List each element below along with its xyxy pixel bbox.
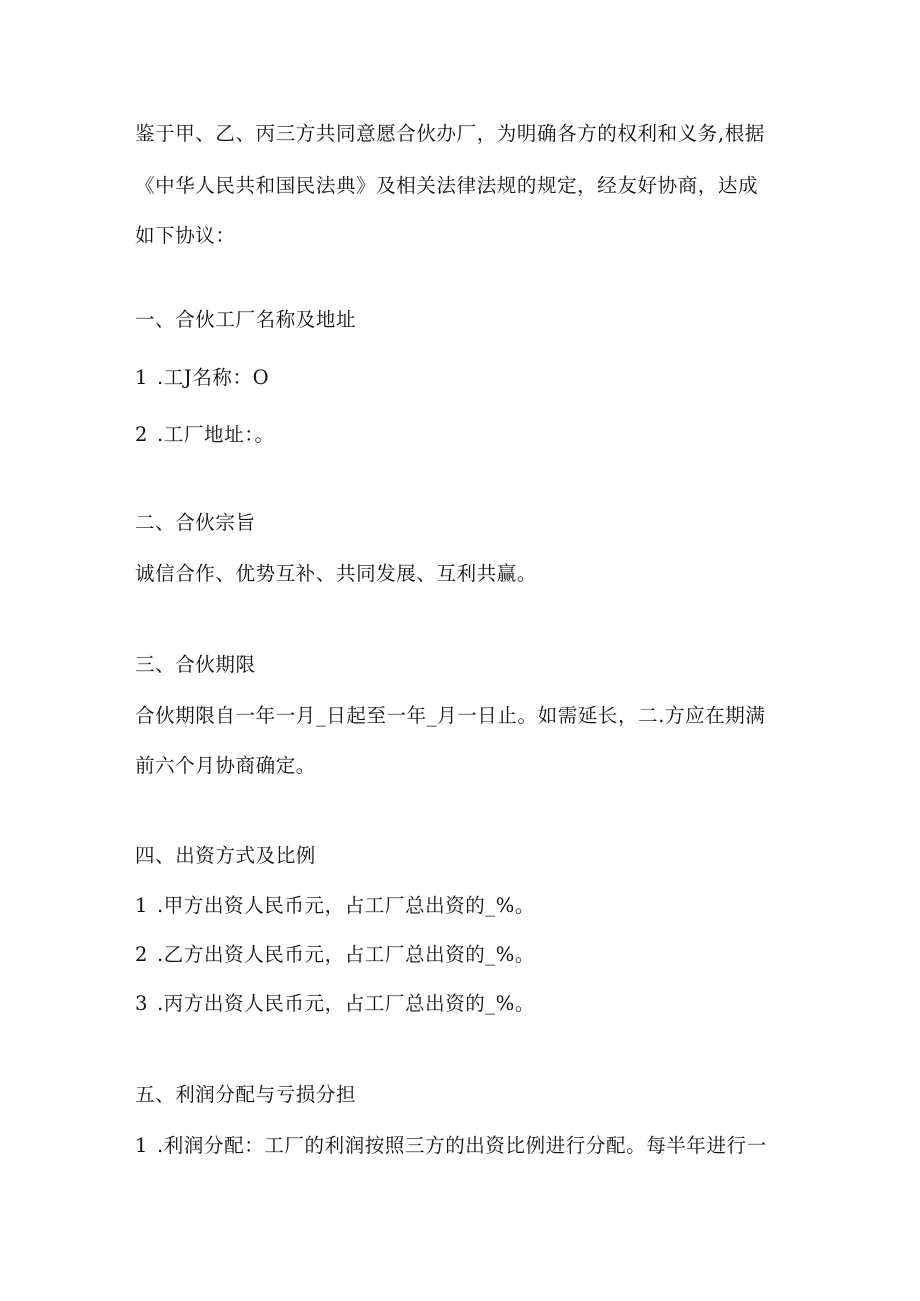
- section-4-item-2: [135, 942, 535, 968]
- section-2-heading: 二、合伙宗旨: [135, 511, 256, 534]
- section-3-line-1: 合伙期限自一年一月_日起至一年_月一日止。如需延长，二.方应在期满: [135, 704, 766, 727]
- intro-line-2: 《中华人民共和国民法典》及相关法律法规的规定，经友好协商，达成: [135, 174, 759, 197]
- item-number: 1: [135, 1134, 149, 1157]
- section-4-item-1: [135, 893, 535, 919]
- section-4-heading: 四、出资方式及比例: [135, 844, 316, 867]
- section-5-item-1: [135, 1133, 767, 1159]
- section-3-line-2: 前六个月协商确定。: [135, 754, 316, 777]
- section-4-item-3: [135, 991, 535, 1017]
- item-text: .甲方出资人民币元，占工厂总出资的_%。: [157, 894, 535, 917]
- intro-line-1: 鉴于甲、乙、丙三方共同意愿合伙办厂，为明确各方的权利和义务,根据: [135, 122, 765, 145]
- item-number: 1: [135, 894, 149, 917]
- item-text: .工J名称：O: [157, 366, 270, 389]
- item-text: .丙方出资人民币元，占工厂总出资的_%。: [157, 992, 535, 1015]
- section-1-item-1: [135, 365, 269, 391]
- section-3-heading: 三、合伙期限: [135, 653, 256, 676]
- item-number: 2: [135, 943, 149, 966]
- section-1-item-2: [135, 422, 275, 448]
- section-2-body: 诚信合作、优势互补、共同发展、互利共赢。: [135, 562, 538, 585]
- item-text: .利润分配：工厂的利润按照三方的出资比例进行分配。每半年进行一: [157, 1134, 767, 1157]
- item-number: 2: [135, 423, 149, 446]
- item-text: .乙方出资人民币元，占工厂总出资的_%。: [157, 943, 535, 966]
- section-1-heading: 一、合伙工厂名称及地址: [135, 308, 357, 331]
- intro-line-3: 如下协议：: [135, 224, 236, 247]
- section-5-heading: 五、利润分配与亏损分担: [135, 1083, 357, 1106]
- item-number: 1: [135, 366, 149, 389]
- item-text: .工厂地址：。: [157, 423, 275, 446]
- item-number: 3: [135, 992, 149, 1015]
